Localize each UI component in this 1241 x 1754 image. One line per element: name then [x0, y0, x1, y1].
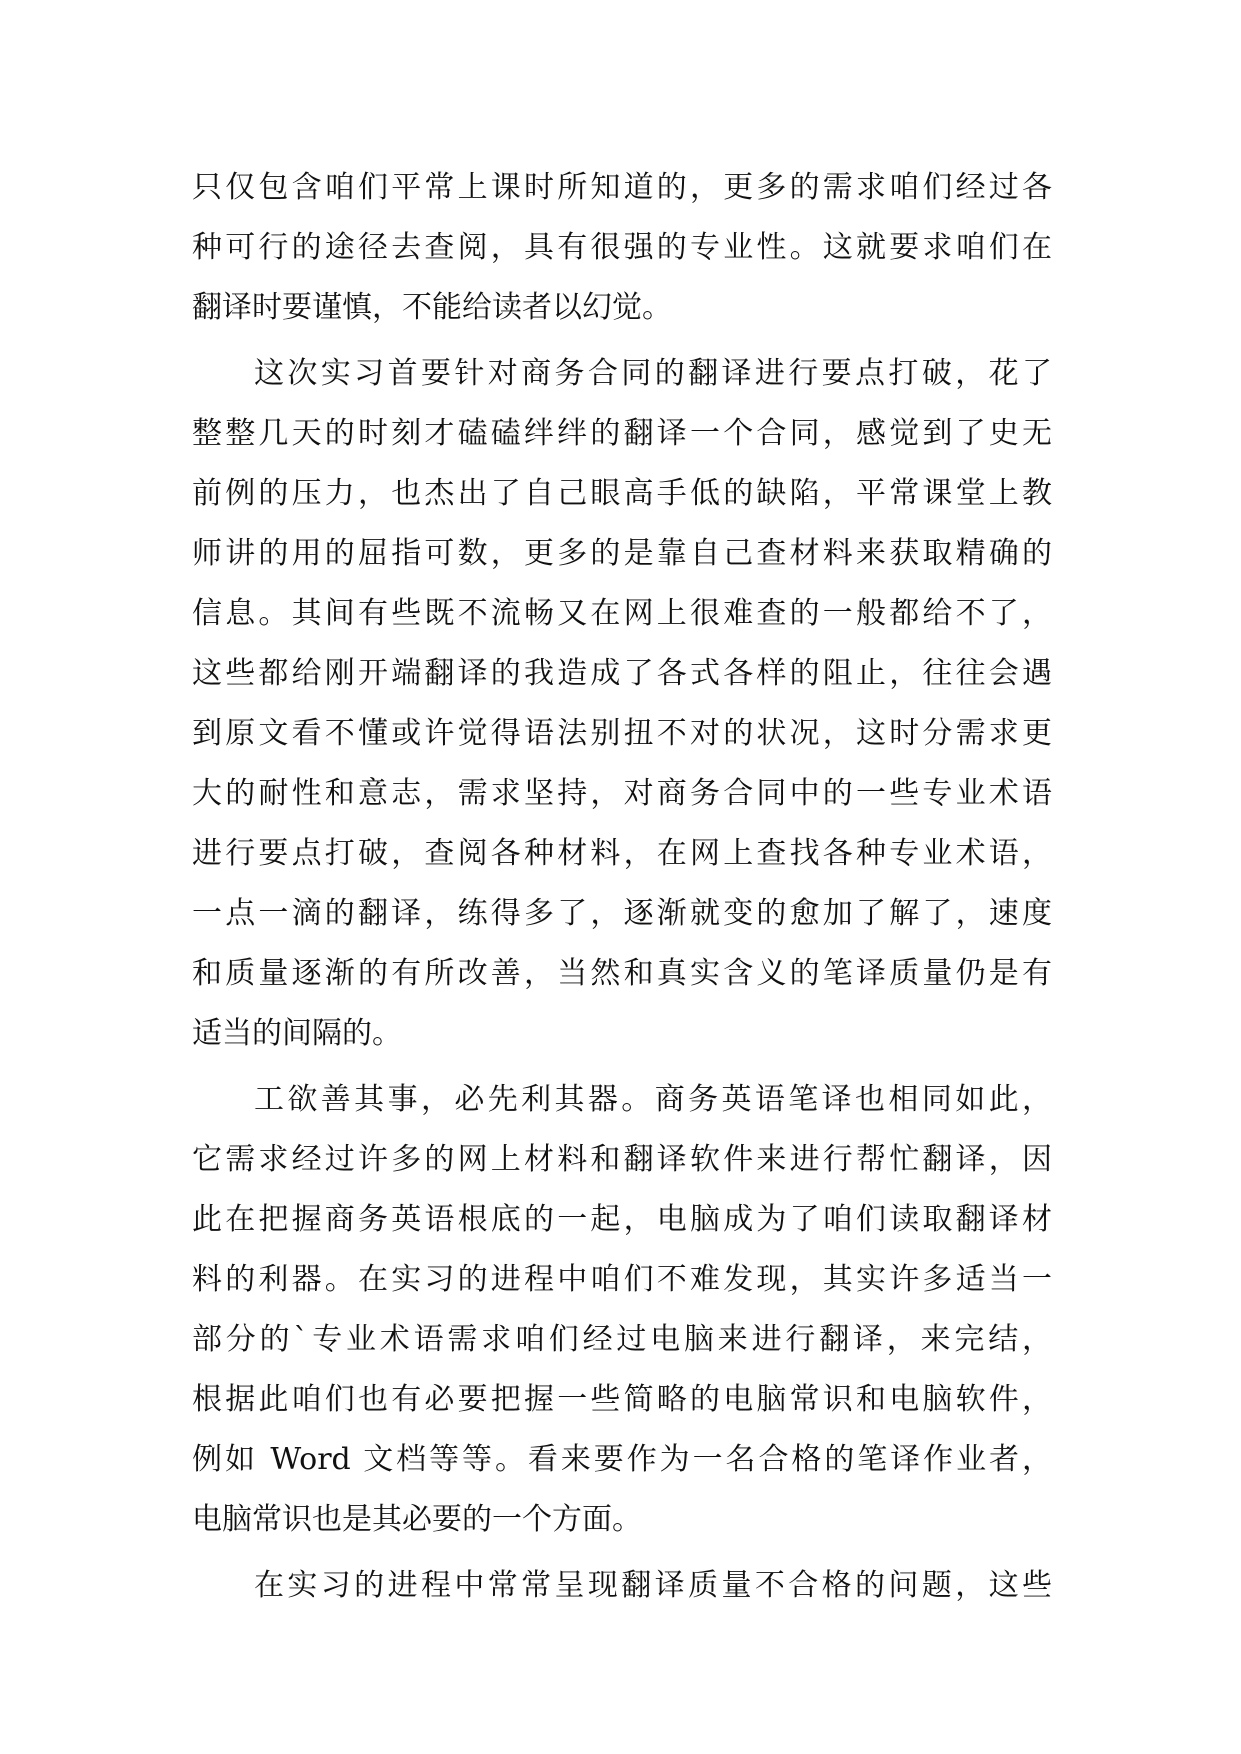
- text-line: 它需求经过许多的网上材料和翻译软件来进行帮忙翻译，因: [192, 1142, 1052, 1177]
- text-line: 翻译时要谨慎，不能给读者以幻觉。: [192, 290, 672, 325]
- text-line: 电脑常识也是其必要的一个方面。: [192, 1502, 642, 1537]
- text-line: 料的利器。在实习的进程中咱们不难发现，其实许多适当一: [192, 1262, 1052, 1297]
- text-line: 种可行的途径去查阅，具有很强的专业性。这就要求咱们在: [192, 230, 1052, 265]
- text-line: 大的耐性和意志，需求坚持，对商务合同中的一些专业术语: [192, 776, 1052, 811]
- text-line: 进行要点打破，查阅各种材料，在网上查找各种专业术语，: [192, 836, 1052, 871]
- text-line: 这些都给刚开端翻译的我造成了各式各样的阻止，往往会遇: [192, 656, 1052, 691]
- paragraph: [192, 1070, 1052, 1550]
- text-line: 信息。其间有些既不流畅又在网上很难查的一般都给不了，: [192, 596, 1052, 631]
- text-line: 部分的`专业术语需求咱们经过电脑来进行翻译，来完结，: [192, 1322, 1052, 1357]
- text-line: 一点一滴的翻译，练得多了，逐渐就变的愈加了解了，速度: [192, 896, 1052, 931]
- text-line: 只仅包含咱们平常上课时所知道的，更多的需求咱们经过各: [192, 170, 1052, 205]
- text-line: 和质量逐渐的有所改善，当然和真实含义的笔译质量仍是有: [192, 956, 1052, 991]
- text-line: 适当的间隔的。: [192, 1016, 402, 1051]
- text-line: 到原文看不懂或许觉得语法别扭不对的状况，这时分需求更: [192, 716, 1052, 751]
- text-line: 前例的压力，也杰出了自己眼高手低的缺陷，平常课堂上教: [192, 476, 1052, 511]
- paragraph: [192, 1556, 1052, 1616]
- text-line: 例如 Word 文档等等。看来要作为一名合格的笔译作业者，: [192, 1442, 1052, 1477]
- document-body: [192, 158, 1052, 1616]
- text-line: 师讲的用的屈指可数，更多的是靠自己查材料来获取精确的: [192, 536, 1052, 571]
- text-line: 整整几天的时刻才磕磕绊绊的翻译一个合同，感觉到了史无: [192, 416, 1052, 451]
- text-line: 在实习的进程中常常呈现翻译质量不合格的问题，这些: [254, 1568, 1052, 1603]
- text-line: 工欲善其事，必先利其器。商务英语笔译也相同如此，: [254, 1082, 1052, 1117]
- text-line: 这次实习首要针对商务合同的翻译进行要点打破，花了: [254, 356, 1052, 391]
- paragraph: [192, 344, 1052, 1064]
- paragraph: [192, 158, 1052, 338]
- text-line: 此在把握商务英语根底的一起，电脑成为了咱们读取翻译材: [192, 1202, 1052, 1237]
- text-line: 根据此咱们也有必要把握一些简略的电脑常识和电脑软件，: [192, 1382, 1052, 1417]
